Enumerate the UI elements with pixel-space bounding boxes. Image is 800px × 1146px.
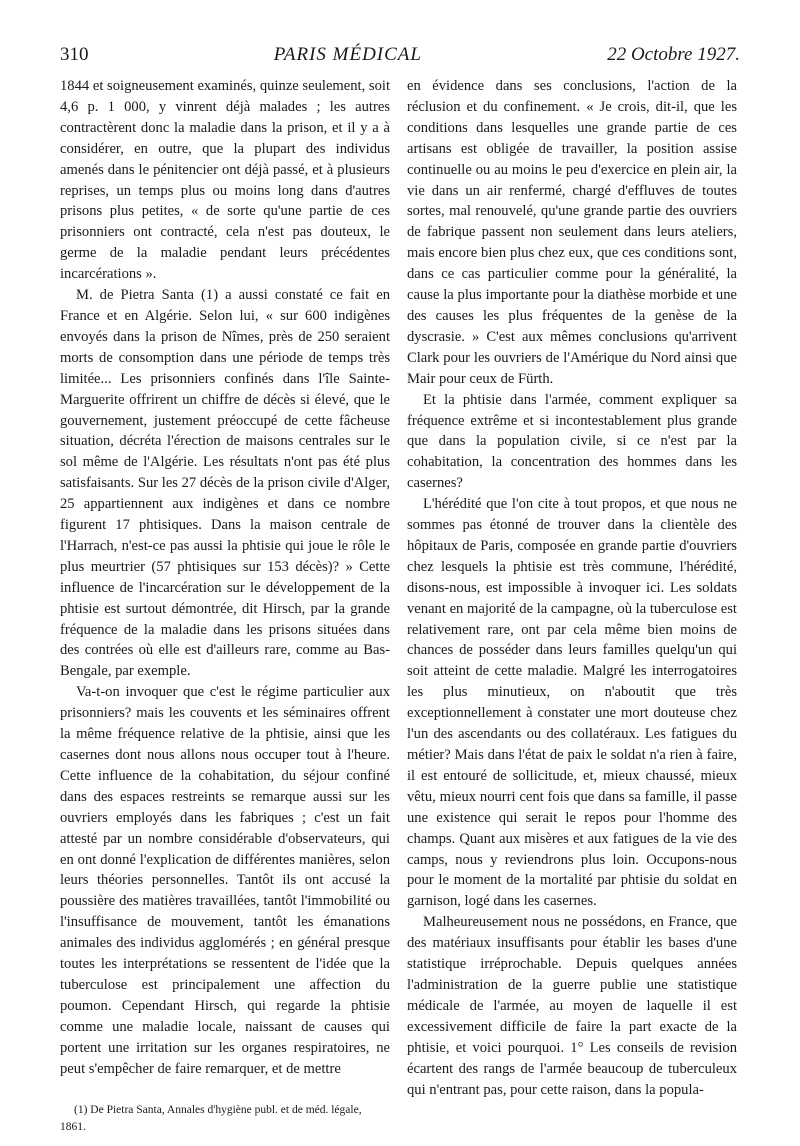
paragraph: Malheureusement nous ne possédons, en France, que des matériaux insuffisants pour établir les bases d'une statistique irréprochable. Depuis quelques années l'administration de la guerre publie une statistique médicale de l'armée, au moyen de laquelle il est excessivement difficile de faire la part exacte de la phtisie, et voici pourquoi. 1° Les conseils de revision écartent des rangs de l'armée beaucoup de tuberculeux qui n'entrant pas, pour cette raison, dans la popula-	[407, 914, 737, 1098]
paragraph: L'hérédité que l'on cite à tout propos, et que nous ne sommes pas étonné de trouver dans la clientèle des hôpitaux de Paris, composée en grande partie d'ouvriers chez lesquels la phtisie est très commune, l'hérédité, disons-nous, est impossible à invoquer ici. Les soldats venant en majorité de la campagne, où la tuberculose est relativement rare, ont par cela même bien moins de chances de posséder dans leurs familles quelqu'un qui soit atteint de cette maladie. Malgré les interrogatoires les plus minutieux, on n'aboutit que très exceptionnellement à constater une mort douteuse chez l'un des ascendants ou des collatéraux. Les fatigues du métier? Mais dans l'état de paix le soldat n'a rien à faire, il est entouré de sollicitude, et, mieux chaussé, mieux vêtu, mieux nourri cent fois que dans sa famille, il passe une existence qui serait le repos pour l'homme des champs. Quant aux misères et aux fatigues de la vie des camps, nous y reviendrons plus loin. Occupons-nous pour le moment de la mortalité par phtisie du soldat en garnison, logé dans les casernes.	[407, 496, 737, 910]
page-number: 310	[60, 44, 89, 65]
paragraph: M. de Pietra Santa (1) a aussi constaté ce fait en France et en Algérie. Selon lui, « sur 600 indigènes envoyés dans la prison de Nîmes, près de 250 seraient morts de consomption dans une période de temps très limitée... Les prisonniers confinés dans l'île Sainte-Marguerite offrirent un chiffre de décès si élevé, que le gouvernement, justement préoccupé de cette fâcheuse situation, décréta l'érection de maisons centrales sur le sol même de l'Algérie. Les résultats n'ont pas été plus satisfaisants. Sur les 27 décès de la prison civile d'Alger, 25 appartiennent aux indigènes et dans ce nombre figurent 17 phtisiques. Dans la maison centrale de l'Harrach, n'est-ce pas aussi la phtisie qui joue le rôle le plus meurtrier (57 phtisiques sur 153 décès)? » Cette influence de l'incarcération sur le développement de la phtisie est surtout démontrée, dit Hirsch, par la grande fréquence de la maladie dans les prisons situées dans des contrées où elle est d'ailleurs rare, comme au Bas-Bengale, par exemple.	[60, 287, 390, 680]
paragraph: en évidence dans ses conclusions, l'action de la réclusion et du confinement. « Je crois, dit-il, que les conditions dans lesquelles une grande partie de ces artisans est obligée de travailler, la position assise continuelle ou au moins le peu d'exercice en plein air, la vie dans un air renfermé, chargé d'effluves de toutes sortes, mal renouvelé, qu'une grande partie des ouvriers de fabrique passent non seulement dans leurs ateliers, mais encore bien plus chez eux, que ces conditions sont, dans ce cas particulier comme pour la généralité, la cause la plus importante pour la diathèse morbide et une des causes les plus fréquentes de la genèse de la dyscrasie. » C'est aux mêmes conclusions qu'arrivent Clark pour les ouvriers de l'Amérique du Nord ainsi que Mair pour ceux de Fürth.	[407, 78, 737, 387]
running-header	[60, 44, 740, 70]
issue-date: 22 Octobre 1927.	[607, 44, 740, 65]
paragraph: Et la phtisie dans l'armée, comment expliquer sa fréquence extrême et si incontestablement plus grande que dans la population civile, si ce n'est par la cohabitation, la concentration des hommes dans les casernes?	[407, 391, 737, 492]
journal-title: PARIS MÉDICAL	[273, 44, 422, 65]
paragraph: 1844 et soigneusement examinés, quinze seulement, soit 4,6 p. 1 000, y vinrent déjà malades ; les autres contractèrent donc la maladie dans la prison, et il y a à considérer, en outre, que la plupart des individus amenés dans le pénitencier ont déjà passé, et à plusieurs reprises, un temps plus ou moins long dans d'autres prisons plus petites, « de sorte qu'une partie de ces prisonniers ont contracté, cela n'est pas douteux, le germe de la maladie pendant leurs précédentes incarcérations ».	[60, 78, 390, 283]
footnote: (1) De Pietra Santa, Annales d'hygiène publ. et de méd. légale, 1861.	[60, 1103, 362, 1133]
right-column	[407, 76, 737, 1100]
left-column	[60, 76, 390, 1136]
paragraph: Va-t-on invoquer que c'est le régime particulier aux prisonniers? mais les couvents et les séminaires offrent la même fréquence relative de la phtisie, ainsi que les casernes dont nous allons nous occuper tout à l'heure. Cette influence de la cohabitation, du séjour confiné dans des espaces restreints se remarque aussi sur les ouvriers employés dans les fabriques ; c'est un fait attesté par un nombre considérable d'observateurs, qui en ont donné l'explication de différentes manières, selon leurs théories personnelles. Tantôt ils ont accusé la poussière des matières travaillées, tantôt l'immobilité ou l'insuffisance de mouvement, tantôt les émanations animales des individus agglomérés ; en général presque toutes les interprétations se ressentent de l'idée que la tuberculose est principalement une affection du poumon. Cependant Hirsch, qui regarde la phtisie comme une maladie locale, naissant de causes qui portent une irritation sur les organes respiratoires, ne peut s'empêcher de faire remarquer, et de mettre	[60, 684, 390, 1077]
